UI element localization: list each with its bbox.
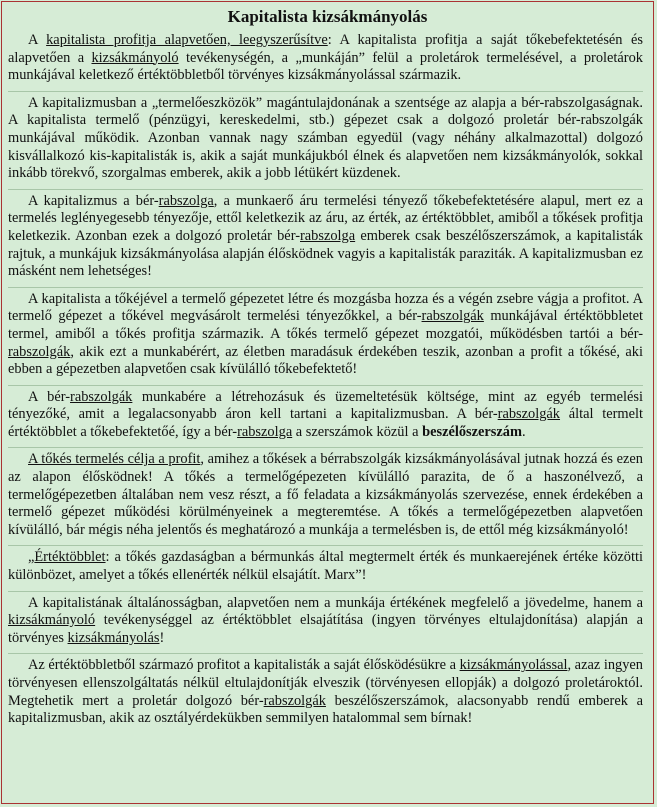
paragraph-8: [8, 592, 643, 655]
text-run: , a munkaerő áru termelési tényező tőkebefektetésére alapul, mert ez a termelés leglényegesebb tényezője, ettől keletkezik az áru, az érték, az értéktöbblet, amiből a tőkések profitja keletkezik. Azonban ezek a dolgozó proletár bér-: [8, 192, 643, 244]
text-run: munkájával értéktöbbletet termel, amiből a tőkés profitja származik. A tőkés termelő gépezet mozgatói, működésben tartói a bér-: [8, 308, 643, 342]
underlined-word: rabszolga: [158, 192, 214, 209]
underlined-phrase: A tőkés termelés célja a profit: [28, 451, 201, 468]
text-run: A: [28, 32, 47, 48]
document-page: [1, 1, 654, 804]
underlined-word: rabszolgák: [70, 388, 133, 405]
underlined-word: rabszolga: [237, 423, 293, 440]
text-run: A kapitalizmus a bér-: [28, 192, 159, 209]
text-run: A kapitalizmusban a „termelőeszközök” magántulajdonának a szentsége az alapja a bér-rabszolgaságnak. A kapitalista termelő (pénzügyi, kereskedelmi, stb.) gépezet csak a dolgozó proletár bér-rabszolgák munkájával működik. Azonban vannak nagy számban egyedül (vagy néhány alkalmazottal) dolgozó kisvállalkozó kis-kapitalisták is, akik a saját munkájukból élnek és alapvetően nem kizsákmányolók, sokkal inkább törekvő, szorgalmas emberek, akik a jobb létükért küzdenek.: [8, 94, 643, 182]
text-run: A kapitalistának általánosságban, alapvetően nem a munkája értékének megfelelő a jövedelme, hanem a: [28, 594, 643, 611]
underlined-word: rabszolgák: [8, 343, 71, 360]
text-run: : a tőkés gazdaságban a bérmunkás által megtermelt érték és munkaerejének értéke közötti különbözet, amelyet a tőkés ellenérték nélkül elsajátít. Marx”!: [8, 549, 643, 584]
text-run: tevékenységén, a „munkáján” felül a proletárok termelésével, a proletárok munkájával keletkező értéktöbbletből törvényes kizsákmányolással származik.: [8, 49, 643, 84]
underlined-phrase: kapitalista profitja alapvetően, leegyszerűsítve: [46, 32, 328, 48]
paragraph-3: [8, 190, 643, 288]
text-run: által termelt értéktöbblet a tőkebefektetőé, így a bér-: [8, 406, 643, 440]
text-run: tevékenységgel az értéktöbblet elsajátítása (ingyen törvényes eltulajdonítása) alapján a törvényes: [8, 612, 643, 646]
underlined-word: rabszolgák: [421, 308, 484, 325]
underlined-word: rabszolgák: [263, 692, 326, 709]
text-run: , akik ezt a munkabérért, az életben maradásuk érdekében teszik, azonban a profit a tőkésé, aki ebben a gépezetben alapvetően csak kívülálló tőkebefektető!: [8, 343, 643, 378]
paragraph-6: [8, 448, 643, 546]
bold-term: beszélőszerszám: [422, 423, 522, 440]
text-run: , amihez a tőkések a bérrabszolgák kizsákmányolásával jutnak hozzá és ezen az alapon élősködnek! A tőkés a termelőgépezeten kívülálló parazita, de ő a haszonélvező, a termelőgépezetben általában nem vesz részt, a fő feladata a kizsákmányolás szervezése, ennek érdekében a termelő gépezet működési körülményeinek a megteremtése. A tőkés a termelőgépezetben alapvetően kívülálló, bár mégis néha jelentős és meghatározó a munkája a termelésben is, de ettől még kizsákmányoló!: [8, 451, 643, 538]
text-run: .: [521, 423, 526, 440]
paragraph-2: [8, 92, 643, 190]
text-run: : A kapitalista profitja a saját tőkebefektetésén és alapvetően a: [8, 32, 643, 66]
text-run: emberek csak beszélőszerszámok, a kapitalisták rajtuk, a munkájuk kizsákmányolása alapján élősködnek vagyis a kapitalisták paraziták. A kapitalizmusban ez másként nem lehetséges!: [8, 227, 643, 280]
underlined-word: kizsákmányolással: [459, 657, 568, 674]
text-run: munkabére a létrehozásuk és üzemeltetésük költsége, mint az egyéb termelési tényezőké, amit a legalacsonyabb áron kell tartani a kapitalizmusban. A bér-: [8, 388, 643, 423]
paragraph-5: [8, 386, 643, 449]
text-run: a szerszámok közül a: [292, 423, 423, 440]
underlined-word: kizsákmányolás: [67, 629, 160, 646]
page-title: Kapitalista kizsákmányolás: [227, 7, 428, 26]
underlined-word: Értéktöbblet: [34, 549, 106, 566]
text-run: !: [159, 629, 165, 646]
text-run: A bér-: [28, 388, 71, 405]
text-run: A kapitalista a tőkéjével a termelő gépezetet létre és mozgásba hozza és a végén zsebre vágja a profitot. A termelő gépezet a tőkével megvásárolt termelési tényezőkkel, a bér-: [8, 290, 643, 325]
underlined-word: kizsákmányoló: [8, 612, 96, 629]
paragraph-4: [8, 288, 643, 386]
underlined-word: rabszolga: [300, 227, 356, 244]
text-run: beszélőszerszámok, alacsonyabb rendű emberek a kapitalizmusban, akik az osztályérdekükben semmilyen hatalommal sem bírnak!: [8, 692, 643, 727]
paragraph-7: [8, 546, 643, 591]
text-run: Az értéktöbbletből származó profitot a kapitalisták a saját élősködésükre a: [28, 657, 460, 674]
text-run: , azaz ingyen törvényesen ellenszolgáltatás nélkül eltulajdonítják elveszik (törvényesen ellopják) a dolgozó proletároktól. Megtehetik mert a proletár dolgozó bér-: [8, 657, 643, 709]
paragraph-1: [8, 29, 643, 92]
underlined-word: rabszolgák: [497, 406, 561, 423]
underlined-word: kizsákmányoló: [91, 49, 179, 66]
paragraph-9: [8, 654, 643, 733]
text-run: „: [28, 549, 35, 566]
